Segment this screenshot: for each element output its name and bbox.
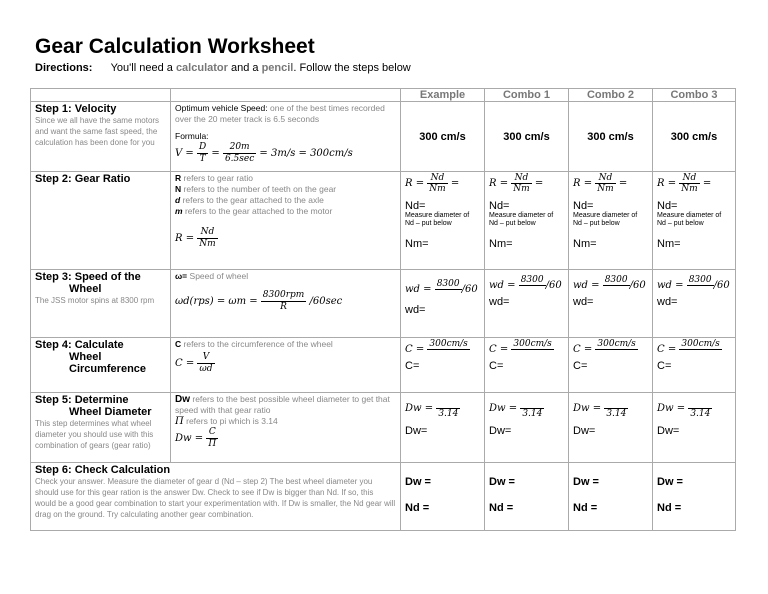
velocity-formula: V = $\frac{D}{T}$ = $\frac{20m}{6.5\sec}$ = 3m/s = 300cm/s bbox=[175, 142, 353, 164]
combo2-check-cell[interactable] bbox=[569, 463, 653, 531]
nm-field: Nm= bbox=[405, 238, 429, 250]
def-line: m refers to the gear attached to the motor bbox=[175, 206, 333, 216]
check-dw: Dw = bbox=[657, 476, 683, 488]
step1-title: Step 1: Velocity bbox=[35, 103, 117, 115]
combo1-velocity: 300 cm/s bbox=[485, 102, 569, 172]
c-field: C= bbox=[405, 360, 420, 372]
measure-note: Measure diameter of Nd – put below bbox=[573, 212, 638, 227]
dw-field: Dw= bbox=[657, 425, 680, 437]
directions bbox=[35, 62, 411, 74]
combo3-c-cell[interactable]: C = 300cm/s C= bbox=[653, 338, 736, 393]
measure-note: Measure diameter of Nd – put below bbox=[489, 212, 554, 227]
step5-title: Step 5: Determine Wheel Diameter bbox=[35, 394, 152, 418]
omega-formula: ωd(rps) = ωm = $\frac{\text{8300rpm}}{R}$ /60sec bbox=[175, 290, 343, 312]
def-line: R refers to gear ratio bbox=[175, 173, 253, 183]
wd-field: wd= bbox=[405, 304, 426, 316]
step5-row bbox=[31, 393, 736, 463]
step6-title: Step 6: Check Calculation bbox=[35, 464, 171, 476]
step3-row bbox=[31, 270, 736, 338]
example-wd-cell[interactable]: wd = 8300 /60 wd= bbox=[401, 270, 485, 338]
example-velocity: 300 cm/s bbox=[401, 102, 485, 172]
directions-calculator: calculator bbox=[175, 62, 228, 74]
example-dw-cell[interactable]: Dw = 3.14 Dw= bbox=[401, 393, 485, 463]
example-check-cell[interactable] bbox=[401, 463, 485, 531]
dw-field: Dw= bbox=[573, 425, 596, 437]
nd-field: Nd= bbox=[657, 200, 678, 212]
step1-desc: one of the best times recorded over the 20 meter track is 6.5 seconds bbox=[175, 103, 385, 124]
dw-formula: Dw = $\frac{C}{\Pi}$ bbox=[175, 427, 217, 449]
c-field: C= bbox=[489, 360, 504, 372]
def-line: N refers to the number of teeth on the gear bbox=[175, 184, 337, 194]
nm-field: Nm= bbox=[489, 238, 513, 250]
check-nd: Nd = bbox=[573, 502, 598, 514]
column-header: Combo 1 bbox=[485, 89, 569, 102]
combo3-dw-cell[interactable]: Dw = 3.14 Dw= bbox=[653, 393, 736, 463]
directions-label: Directions: bbox=[35, 62, 93, 74]
circumference-formula: C = $\frac{V}{\omega d}$ bbox=[175, 352, 213, 374]
directions-text: . Follow the steps below bbox=[293, 62, 411, 74]
measure-note: Measure diameter of Nd – put below bbox=[657, 212, 722, 227]
check-nd: Nd = bbox=[489, 502, 514, 514]
nd-field: Nd= bbox=[489, 200, 510, 212]
example-ratio-cell[interactable]: R = $\frac{Nd}{Nm}$ = Nd= Measure diameter of Nd – put below Nm= bbox=[401, 172, 485, 270]
combo2-ratio-cell[interactable]: R = $\frac{Nd}{Nm}$ = Nd= Measure diameter of Nd – put below Nm= bbox=[569, 172, 653, 270]
combo2-dw-cell[interactable]: Dw = 3.14 Dw= bbox=[569, 393, 653, 463]
step5-note: This step determines what wheel diameter you should use with this combination of gears (gear ratio) bbox=[35, 419, 154, 450]
worksheet-title: Gear Calculation Worksheet bbox=[35, 35, 315, 58]
combo1-wd-cell[interactable]: wd = 8300 /60 wd= bbox=[485, 270, 569, 338]
check-dw: Dw = bbox=[573, 476, 599, 488]
combo2-c-cell[interactable]: C = 300cm/s C= bbox=[569, 338, 653, 393]
step1-row bbox=[31, 102, 736, 172]
header-row bbox=[31, 89, 736, 102]
header-blank bbox=[31, 89, 171, 102]
nm-field: Nm= bbox=[657, 238, 681, 250]
wd-field: wd= bbox=[573, 296, 594, 308]
step3-title: Step 3: Speed of the Wheel bbox=[35, 271, 141, 295]
check-dw: Dw = bbox=[489, 476, 515, 488]
step4-title: Step 4: Calculate Wheel Circumference bbox=[35, 339, 147, 375]
measure-note: Measure diameter of Nd – put below bbox=[405, 212, 470, 227]
header-blank bbox=[171, 89, 401, 102]
step1-note: Since we all have the same motors and want the same fast speed, the calculation has been done for you bbox=[35, 116, 160, 147]
dw-desc: refers to the best possible wheel diameter to get that speed with that gear ratio bbox=[175, 394, 390, 415]
step2-row bbox=[31, 172, 736, 270]
dw-symbol: Dw bbox=[175, 394, 190, 405]
combo1-check-cell[interactable] bbox=[485, 463, 569, 531]
omega-desc: Speed of wheel bbox=[189, 271, 249, 281]
step6-row bbox=[31, 463, 736, 531]
column-header: Combo 2 bbox=[569, 89, 653, 102]
def-line: d refers to the gear attached to the axle bbox=[175, 195, 324, 205]
combo1-c-cell[interactable]: C = 300cm/s C= bbox=[485, 338, 569, 393]
pi-desc: refers to pi which is 3.14 bbox=[186, 416, 278, 426]
nm-field: Nm= bbox=[573, 238, 597, 250]
combo3-wd-cell[interactable]: wd = 8300 /60 wd= bbox=[653, 270, 736, 338]
ratio-formula: R = $\frac{Nd}{Nm}$ bbox=[175, 227, 216, 249]
combo3-ratio-cell[interactable]: R = $\frac{Nd}{Nm}$ = Nd= Measure diameter of Nd – put below Nm= bbox=[653, 172, 736, 270]
step2-title: Step 2: Gear Ratio bbox=[35, 173, 131, 185]
check-nd: Nd = bbox=[657, 502, 682, 514]
worksheet-table bbox=[30, 88, 736, 531]
combo2-velocity: 300 cm/s bbox=[569, 102, 653, 172]
omega-symbol: ω= bbox=[175, 271, 188, 281]
circumference-symbol: C bbox=[175, 339, 182, 349]
dw-field: Dw= bbox=[489, 425, 512, 437]
combo3-velocity: 300 cm/s bbox=[653, 102, 736, 172]
directions-text: and a bbox=[230, 62, 259, 74]
combo3-check-cell[interactable] bbox=[653, 463, 736, 531]
combo1-dw-cell[interactable]: Dw = 3.14 Dw= bbox=[485, 393, 569, 463]
pi-symbol: Π bbox=[175, 416, 184, 427]
nd-field: Nd= bbox=[405, 200, 426, 212]
step6-text: Check your answer. Measure the diameter of gear d (Nd – step 2) The best wheel diameter you should use for this gear ration is the answer Dw. Check to see if Dw is bigger than Nd. If so, this would be a good gear combination to start your experimentation with. If Dw is smaller, the Nd gear will drag on the ground. Try calculating another gear combination. bbox=[35, 477, 396, 519]
step1-desc-bold: Optimum vehicle Speed: bbox=[175, 103, 268, 113]
directions-pencil: pencil bbox=[261, 62, 294, 74]
circumference-desc: refers to the circumference of the wheel bbox=[183, 339, 333, 349]
c-field: C= bbox=[657, 360, 672, 372]
c-field: C= bbox=[573, 360, 588, 372]
nd-field: Nd= bbox=[573, 200, 594, 212]
wd-field: wd= bbox=[657, 296, 678, 308]
directions-text: You'll need a bbox=[110, 62, 173, 74]
step4-row bbox=[31, 338, 736, 393]
combo1-ratio-cell[interactable]: R = $\frac{Nd}{Nm}$ = Nd= Measure diameter of Nd – put below Nm= bbox=[485, 172, 569, 270]
check-dw: Dw = bbox=[405, 476, 431, 488]
wd-field: wd= bbox=[489, 296, 510, 308]
dw-field: Dw= bbox=[405, 425, 428, 437]
example-c-cell[interactable]: C = 300cm/s C= bbox=[401, 338, 485, 393]
column-header: Example bbox=[401, 89, 485, 102]
column-header: Combo 3 bbox=[653, 89, 736, 102]
formula-label: Formula: bbox=[175, 131, 209, 141]
step3-note: The JSS motor spins at 8300 rpm bbox=[35, 296, 155, 305]
combo2-wd-cell[interactable]: wd = 8300 /60 wd= bbox=[569, 270, 653, 338]
check-nd: Nd = bbox=[405, 502, 430, 514]
